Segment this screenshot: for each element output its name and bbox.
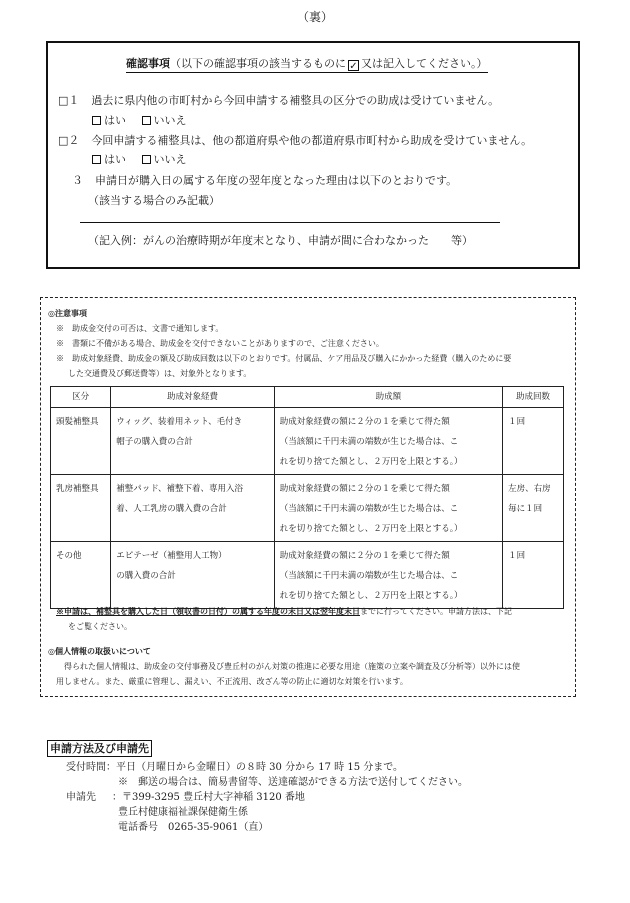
row-count <box>503 408 564 475</box>
application-hours: 受付時間：平日（月曜日から金曜日）の８時 30 分から 17 時 15 分まで。 <box>66 762 404 773</box>
destination-phone: 電話番号 0265-35-9061（直） <box>118 822 269 833</box>
confirmation-title-post: 又は記入してください。） <box>361 57 488 70</box>
checkbox-yes-2[interactable] <box>92 155 101 164</box>
table-header-row <box>51 387 564 408</box>
amount-line: れを切り捨てた額とし、２万円を上限とする。） <box>279 457 463 467</box>
deadline-note-line2: をご覧ください。 <box>68 622 132 631</box>
row-count <box>503 542 564 609</box>
confirm-item-1-text: 過去に県内他の市町村から今回申請する補整具の区分での助成は受けていません。 <box>91 94 500 107</box>
amount-line: （当該額に千円未満の端数が生じた場合は、こ <box>279 504 459 514</box>
page-label: （裏） <box>296 10 333 24</box>
amount-line: （当該額に千円未満の端数が生じた場合は、こ <box>279 571 459 581</box>
row-amount <box>274 408 502 475</box>
row-count <box>503 475 564 542</box>
row-amount <box>274 475 502 542</box>
application-title: 申請方法及び申請先 <box>47 740 152 757</box>
expense-line: ウィッグ、装着用ネット、毛付き <box>116 417 243 427</box>
confirm-item-3-text: 申請日が購入日の属する年度の翌年度となった理由は以下のとおりです。 <box>95 174 458 187</box>
checkbox-no-1[interactable] <box>142 116 151 125</box>
note-line-2: ※ 書類に不備がある場合、助成金を交付できないことがありますので、ご注意ください。 <box>56 339 384 348</box>
confirm-item-3-note: （該当する場合のみ記載） <box>88 194 220 207</box>
confirmation-title-bold: 確認事項 <box>126 57 170 70</box>
row-expense <box>111 408 275 475</box>
deadline-note <box>56 606 512 617</box>
row-amount <box>274 542 502 609</box>
destination-dept: 豊丘村健康福祉課保健衛生係 <box>118 807 248 818</box>
header-expense: 助成対象経費 <box>111 387 275 408</box>
count-line: 左房、右房 <box>508 484 551 494</box>
amount-line: 助成対象経費の額に２分の１を乗じて得た額 <box>279 484 450 494</box>
expense-line: 着、人工乳房の購入費の合計 <box>116 504 227 514</box>
header-category: 区分 <box>51 387 111 408</box>
confirm-item-2-text: 今回申請する補整具は、他の都道府県や他の都道府県市町村から助成を受けていません。 <box>91 134 533 147</box>
checkbox-no-2[interactable] <box>142 155 151 164</box>
privacy-line-2: 用しません。また、厳重に管理し、漏えい、不正流用、改ざん等の防止に適切な対策を行います。 <box>56 677 408 686</box>
expense-line: 補整パッド、補整下着、専用入浴 <box>116 484 243 494</box>
confirm-item-3-num: ３ <box>72 174 83 187</box>
amount-line: （当該額に千円未満の端数が生じた場合は、こ <box>279 437 459 447</box>
table-row <box>51 475 564 542</box>
row-category: 乳房補整具 <box>51 475 111 542</box>
count-line: 毎に１回 <box>508 504 543 514</box>
confirm-item-1-options <box>92 112 199 128</box>
row-category: 頭髪補整具 <box>51 408 111 475</box>
option-yes-label: はい <box>104 153 126 166</box>
amount-line: 助成対象経費の額に２分の１を乗じて得た額 <box>279 417 450 427</box>
subsidy-table <box>50 386 564 609</box>
checkbox-yes-1[interactable] <box>92 116 101 125</box>
expense-line: 帽子の購入費の合計 <box>116 437 193 447</box>
option-no-label: いいえ <box>153 114 187 127</box>
amount-line: 助成対象経費の額に２分の１を乗じて得た額 <box>279 551 450 561</box>
row-expense <box>111 475 275 542</box>
example-text: （記入例：がんの治療時期が年度末となり、申請が間に合わなかった 等） <box>88 234 473 247</box>
confirm-item-2 <box>58 132 532 148</box>
destination-label: 申請先 <box>66 792 96 803</box>
destination-address: ：〒399-3295 豊丘村大字神稲 3120 番地 <box>112 792 305 803</box>
privacy-line-1: 得られた個人情報は、助成金の交付事務及び豊丘村のがん対策の推進に必要な用途（施策の立案や調査及び分析等）以外には使 <box>64 662 520 671</box>
confirm-item-1 <box>58 92 499 108</box>
reason-input-line[interactable] <box>80 222 500 223</box>
note-line-3: ※ 助成対象経費、助成金の額及び助成回数は以下のとおりです。付属品、ケア用品及び購入にかかった経費（購入のために要 <box>56 354 512 363</box>
deadline-note-bold: ※申請は、補整具を購入した日（領収書の日付）の属する年度の末日又は翌年度末日 <box>56 606 360 616</box>
deadline-note-rest: までに行ってください。申請方法は、下記 <box>360 607 512 616</box>
count-line: １回 <box>508 551 526 561</box>
row-expense <box>111 542 275 609</box>
table-row <box>51 408 564 475</box>
privacy-heading: ◎個人情報の取扱いについて <box>48 646 151 656</box>
amount-line: れを切り捨てた額とし、２万円を上限とする。） <box>279 591 463 601</box>
option-no-label: いいえ <box>153 153 187 166</box>
count-line: １回 <box>508 417 526 427</box>
confirmation-title <box>126 55 488 73</box>
header-count: 助成回数 <box>503 387 564 408</box>
confirm-item-2-options <box>92 151 199 167</box>
note-line-1: ※ 助成金交付の可否は、文書で通知します。 <box>56 324 224 333</box>
expense-line: の購入費の合計 <box>116 571 176 581</box>
expense-line: エピテーゼ（補整用人工物） <box>116 551 227 561</box>
header-amount: 助成額 <box>274 387 502 408</box>
notes-heading: ◎注意事項 <box>48 308 87 318</box>
row-category: その他 <box>51 542 111 609</box>
table-row <box>51 542 564 609</box>
confirm-item-2-num: □２ <box>58 134 80 147</box>
confirmation-title-pre: （以下の確認事項の該当するものに <box>170 57 346 70</box>
note-line-4: した交通費及び郵送費等）は、対象外となります。 <box>68 369 252 378</box>
confirm-item-1-num: □１ <box>58 94 80 107</box>
confirm-item-3 <box>72 172 457 188</box>
mail-note: ※ 郵送の場合は、簡易書留等、送達確認ができる方法で送付してください。 <box>118 777 468 788</box>
checkmark-icon: ✓ <box>349 61 358 72</box>
option-yes-label: はい <box>104 114 126 127</box>
amount-line: れを切り捨てた額とし、２万円を上限とする。） <box>279 524 463 534</box>
